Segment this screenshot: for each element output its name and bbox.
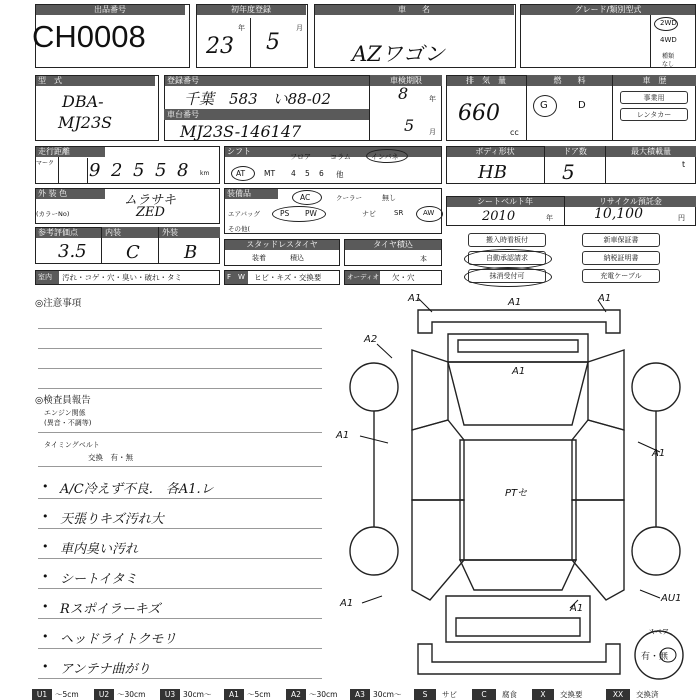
- roof-note: PTセ: [505, 488, 528, 499]
- shift-mount-circle: [366, 149, 408, 163]
- equip-header: 装備品: [224, 188, 278, 199]
- mark-hood: A1: [512, 366, 526, 377]
- legend-key-s: S: [414, 689, 436, 700]
- mileage-digit-4: 5: [155, 160, 167, 181]
- legend-val-u3: 30cm～: [183, 690, 212, 699]
- recycle-unit: 円: [678, 214, 685, 222]
- color-header: 外 装 色: [35, 188, 105, 199]
- legend-key-u1: U1: [32, 689, 52, 700]
- equip-pw: PW: [305, 209, 317, 218]
- remark-bullet-2: •: [42, 510, 49, 523]
- mark-front-right: A1: [598, 293, 612, 304]
- remark-6: ヘッドライトクモリ: [60, 632, 177, 647]
- legend-key-a3: A3: [350, 689, 370, 700]
- paper-cancel-circle: [464, 267, 552, 287]
- fw-label: F W: [224, 270, 248, 285]
- mileage-header: 走行距離: [35, 146, 105, 157]
- paper-cable: 充電ケーブル: [582, 269, 660, 283]
- equip-ps-pw-circle: [272, 206, 326, 222]
- remark-bullet-6: •: [42, 630, 49, 643]
- legend-val-a2: ～30cm: [309, 690, 338, 699]
- remark-7: アンテナ曲がり: [60, 662, 151, 677]
- interior-cond-label: 室内: [35, 270, 59, 285]
- history-rental: レンタカー: [620, 108, 688, 121]
- lot-header: 出品番号: [35, 4, 185, 15]
- mileage-digit-2: 2: [111, 160, 123, 181]
- audio-label: オーディオ: [344, 270, 380, 285]
- paper-auto: 自動承認請求: [468, 251, 546, 265]
- fuel-d: D: [578, 100, 586, 111]
- equip-sr: SR: [394, 209, 404, 217]
- model-line2: MJ23S: [58, 113, 113, 132]
- remark-2: 天張りキズ汚れ大: [60, 512, 164, 527]
- remark-3: 車内臭い汚れ: [60, 542, 139, 557]
- exterior-header: 外装: [159, 227, 220, 238]
- mark-front-left: A1: [408, 293, 422, 304]
- doors: 5: [562, 160, 575, 184]
- equip-cooler: クーラー: [336, 194, 362, 202]
- belt-year: 2010: [482, 209, 516, 224]
- mark-door-right: A1: [652, 448, 666, 459]
- legend-key-c: C: [472, 689, 496, 700]
- interior-grade: C: [126, 242, 140, 263]
- legend-val-u1: ～5cm: [55, 690, 79, 699]
- displacement-header: 排 気 量: [446, 75, 526, 86]
- legend-key-a1: A1: [224, 689, 244, 700]
- fuel-g: G: [540, 100, 548, 111]
- legend-key-a2: A2: [286, 689, 306, 700]
- capacity-header: 最大積載量: [606, 146, 696, 157]
- color-no: ZED: [136, 205, 165, 220]
- mileage-unit-km: km: [200, 170, 210, 177]
- caution-title: ◎注意事項: [35, 298, 82, 309]
- engine-label-2: (異音・不調等): [44, 419, 92, 427]
- legend-val-a1: ～5cm: [247, 690, 271, 699]
- spare-label: スペア: [648, 628, 669, 636]
- reg-no: 千葉 583 い88-02: [184, 90, 331, 108]
- paper-cancel: 抹消受付可: [468, 269, 546, 283]
- equip-ac-circle: [292, 190, 322, 205]
- model-header: 型 式: [35, 75, 155, 86]
- blueprint-2: なし: [662, 61, 675, 68]
- audio-items: 欠・穴: [392, 273, 415, 282]
- mark-fender-left: A2: [364, 334, 378, 345]
- month-unit: 月: [296, 24, 303, 32]
- doors-header: ドア数: [545, 146, 605, 157]
- fuel-header: 燃 料: [527, 75, 612, 86]
- equip-aw: AW: [423, 209, 435, 217]
- interior-header: 内装: [102, 227, 158, 238]
- stud-loaded: 積込: [290, 254, 304, 262]
- paper-tax: 納税証明書: [582, 251, 660, 265]
- history-business: 事業用: [620, 91, 688, 104]
- inspection-month-unit: 月: [429, 128, 436, 136]
- chassis-no: MJ23S-146147: [180, 122, 302, 141]
- paper-sign: 搬入時看板付: [468, 233, 546, 247]
- drive-4wd: 4WD: [660, 36, 677, 44]
- shift-type-circle: [231, 166, 255, 181]
- inspection-month: 5: [404, 116, 415, 135]
- reg-no-header: 登録番号: [164, 75, 369, 86]
- equip-navi: ナビ: [362, 210, 376, 218]
- displacement-unit: cc: [510, 128, 519, 137]
- shift-other: 他: [336, 170, 344, 179]
- mark-rear-left: A1: [340, 598, 354, 609]
- inspector-title: ◎検査員報告: [35, 395, 91, 406]
- legend-key-u3: U3: [160, 689, 180, 700]
- mark-front-center: A1: [508, 297, 522, 308]
- shift-mt: MT: [264, 169, 276, 178]
- body-type: HB: [478, 162, 507, 183]
- paper-warranty: 新車保証書: [582, 233, 660, 247]
- first-reg-year: 23: [206, 34, 234, 59]
- remark-bullet-5: •: [42, 600, 49, 613]
- inspection-year: 8: [398, 84, 409, 103]
- shift-4: 4: [291, 169, 296, 178]
- score-header: 参考評価点: [35, 227, 101, 238]
- blueprint-1: 種類: [662, 53, 675, 60]
- drive-circle: [654, 17, 678, 31]
- remark-5: Rスポイラーキズ: [60, 602, 161, 617]
- legend-key-xx: XX: [606, 689, 630, 700]
- belt-year-unit: 年: [546, 214, 553, 222]
- legend-val-a3: 30cm～: [373, 690, 402, 699]
- engine-label-1: エンジン関係: [44, 409, 86, 417]
- legend-val-u2: ～30cm: [117, 690, 146, 699]
- model-line1: DBA-: [62, 92, 104, 111]
- timing-label: タイミングベルト: [44, 441, 100, 449]
- shift-at: AT: [236, 169, 246, 178]
- first-reg-month: 5: [266, 30, 280, 55]
- lot-number: CH0008: [32, 19, 146, 54]
- grade-header: グレード/類別型式: [520, 4, 696, 15]
- inspection-year-unit: 年: [429, 95, 436, 103]
- mileage-digit-5: 8: [177, 160, 189, 181]
- fuel-circle: [533, 95, 557, 117]
- equip-other: その他(: [228, 225, 251, 233]
- score: 3.5: [58, 241, 87, 262]
- remark-bullet-3: •: [42, 540, 49, 553]
- mark-rear-center: A1: [570, 603, 584, 614]
- exterior-grade: B: [184, 242, 198, 263]
- recycle-header: リサイクル預託金: [565, 196, 696, 207]
- legend-val-xx: 交換済: [636, 690, 659, 699]
- equip-ac: AC: [300, 193, 311, 202]
- equip-ps: PS: [280, 209, 290, 218]
- shift-5: 5: [305, 169, 310, 178]
- stud-box: [224, 239, 340, 266]
- body-header: ボディ形状: [446, 146, 544, 157]
- shift-inpane: インパネ: [371, 153, 399, 161]
- belt-header: シートベルト年: [446, 196, 564, 207]
- mileage-digit-1: 9: [89, 160, 101, 181]
- stud-mounted: 装着: [252, 254, 266, 262]
- stud-header: スタッドレスタイヤ: [224, 239, 340, 250]
- fw-items: ヒビ・キズ・交換要: [254, 273, 322, 282]
- legend-val-c: 腐食: [502, 690, 517, 699]
- chassis-header: 車台番号: [164, 109, 369, 120]
- color-no-label: (カラーNo): [36, 210, 70, 218]
- remark-bullet-4: •: [42, 570, 49, 583]
- remark-bullet-7: •: [42, 660, 49, 673]
- shift-header: シフト: [224, 146, 442, 157]
- tire-header: タイヤ積込: [344, 239, 442, 250]
- equip-airbag: エアバッグ: [228, 210, 260, 218]
- inspection-header: 車検期限: [370, 75, 442, 86]
- recycle-amount: 10,100: [594, 206, 643, 222]
- car-damage-diagram: [330, 288, 700, 688]
- legend-key-u2: U2: [94, 689, 114, 700]
- remark-4: シートイタミ: [60, 572, 138, 587]
- drive-2wd: 2WD: [660, 19, 677, 27]
- year-unit: 年: [238, 24, 245, 32]
- tire-box: [344, 239, 442, 266]
- mark-door-left: A1: [336, 430, 350, 441]
- remark-1: A/C冷えず不良. 各A1.レ: [60, 482, 214, 497]
- equip-none: 無し: [382, 194, 396, 202]
- car-name: AZワゴン: [352, 42, 445, 66]
- car-name-header: 車 名: [314, 4, 514, 15]
- shift-6: 6: [319, 169, 324, 178]
- paper-auto-circle: [464, 249, 552, 269]
- mileage-mark: マーク: [36, 160, 55, 167]
- legend-val-s: サビ: [442, 690, 457, 699]
- shift-column: コラム: [330, 153, 351, 161]
- legend-val-x: 交換要: [560, 690, 583, 699]
- first-reg-header: 初年度登録: [196, 4, 306, 15]
- tire-unit: 本: [420, 255, 427, 263]
- shift-floor: フロア: [290, 153, 311, 161]
- capacity-unit: t: [682, 160, 686, 169]
- history-header: 車 歴: [613, 75, 696, 86]
- legend-key-x: X: [532, 689, 554, 700]
- timing-value: 交換 有・無: [88, 453, 133, 462]
- mileage-digit-3: 5: [133, 160, 145, 181]
- displacement: 660: [458, 101, 500, 126]
- interior-cond-items: 汚れ・コゲ・穴・臭い・破れ・タミ: [62, 273, 182, 282]
- mark-rear-right: AU1: [661, 593, 682, 604]
- remark-bullet-1: •: [42, 480, 49, 493]
- color: ムラサキ: [124, 193, 177, 208]
- equip-aw-circle: [416, 206, 443, 222]
- spare-value: 有・無: [641, 652, 669, 662]
